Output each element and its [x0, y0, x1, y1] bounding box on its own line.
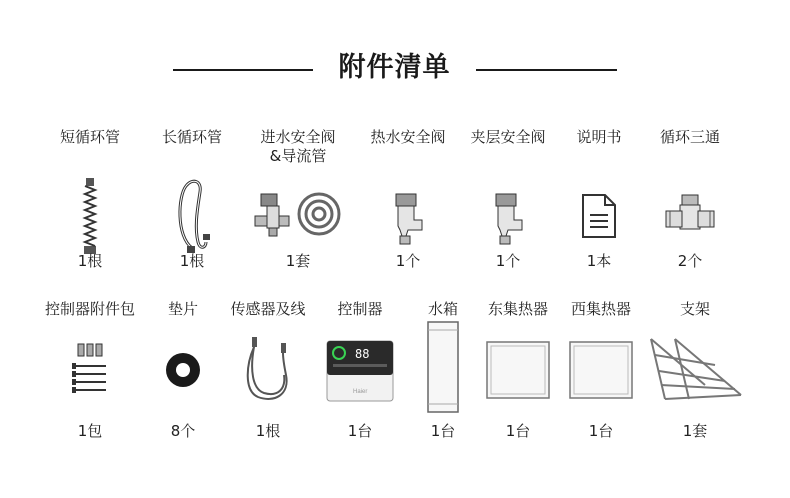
item-label: 西集热器	[570, 300, 631, 318]
item-label	[243, 128, 353, 166]
item-label: 垫片	[167, 300, 198, 318]
title-rule-left	[173, 69, 313, 71]
item-qty: 1根	[255, 422, 281, 440]
tee-fitting-icon	[635, 176, 745, 256]
item-label-line1: 进水安全阀	[260, 128, 336, 146]
long-loop-pipe-icon	[137, 176, 247, 256]
item-label: 说明书	[576, 128, 622, 146]
item-qty: 1本	[586, 252, 612, 270]
item-label: 控制器	[337, 300, 383, 318]
item-qty: 1个	[495, 252, 521, 270]
item-qty: 2个	[677, 252, 703, 270]
item-label: 支架	[679, 300, 710, 318]
item-qty: 1台	[347, 422, 373, 440]
item-qty: 1台	[588, 422, 614, 440]
item-qty: 1个	[395, 252, 421, 270]
item-qty: 1包	[77, 422, 103, 440]
item-qty: 1台	[505, 422, 531, 440]
item-label: 短循环管	[59, 128, 120, 146]
item-qty: 1根	[179, 252, 205, 270]
page-header	[0, 0, 790, 110]
item-label: 传感器及线	[230, 300, 306, 318]
item-qty: 1台	[430, 422, 456, 440]
item-label: 长循环管	[161, 128, 222, 146]
controller-display: 88	[355, 347, 370, 361]
item-label: 循环三通	[659, 128, 720, 146]
hot-water-valve-icon	[353, 176, 463, 256]
inlet-valve-and-hose-icon	[243, 176, 353, 256]
item-label: 热水安全阀	[370, 128, 446, 146]
item-label: 控制器附件包	[44, 300, 135, 318]
item-label: 东集热器	[487, 300, 548, 318]
controller-brand: Haier	[353, 389, 368, 395]
bracket-icon	[640, 330, 750, 410]
short-loop-pipe-icon	[35, 176, 145, 256]
item-qty: 1根	[77, 252, 103, 270]
item-label-line2: &导流管	[269, 147, 327, 165]
item-label: 水箱	[427, 300, 458, 318]
title-rule-right	[476, 69, 617, 71]
item-label: 夹层安全阀	[470, 128, 546, 146]
page-title: 附件清单	[338, 52, 451, 83]
item-qty: 1套	[285, 252, 311, 270]
item-qty: 1套	[682, 422, 708, 440]
item-qty: 8个	[170, 422, 196, 440]
